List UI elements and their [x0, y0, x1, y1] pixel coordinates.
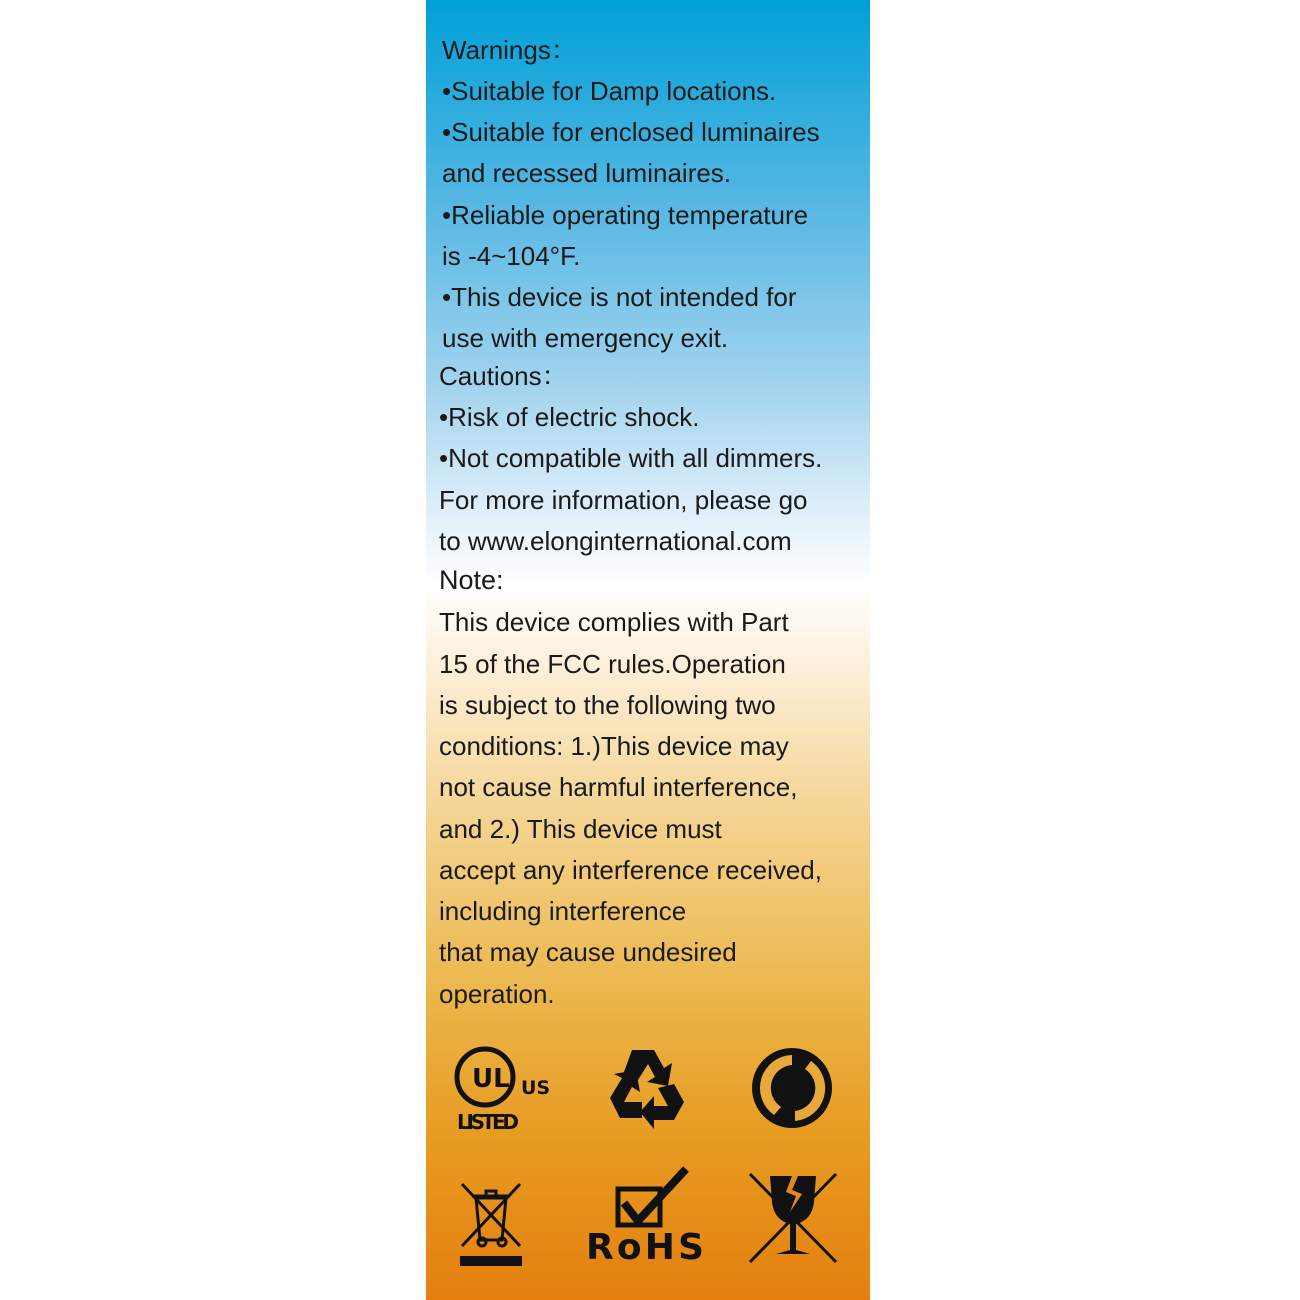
green-dot-icon — [749, 1045, 835, 1131]
note-line: and 2.) This device must — [439, 814, 722, 844]
rohs-icon — [584, 1165, 708, 1265]
note-line: that may cause undesired — [439, 937, 737, 967]
cautions-title: Cautions： — [439, 361, 568, 391]
ul-listed-text: LISTED — [457, 1110, 519, 1134]
warning-line: use with emergency exit. — [442, 323, 729, 353]
note-line: 15 of the FCC rules.Operation — [439, 649, 786, 679]
warning-line: •Suitable for enclosed luminaires — [442, 117, 820, 147]
caution-line: •Not compatible with all dimmers. — [439, 443, 823, 473]
note-line: not cause harmful interference, — [439, 772, 798, 802]
warning-line: and recessed luminaires. — [442, 158, 732, 188]
caution-line: For more information, please go — [439, 485, 808, 515]
warning-line: •This device is not intended for — [442, 282, 797, 312]
ul-listed-icon — [454, 1045, 554, 1137]
note-line: operation. — [439, 979, 555, 1009]
ul-mark-text: UL — [472, 1064, 510, 1094]
ul-us-text: US — [521, 1077, 551, 1099]
note-line: This device complies with Part — [439, 607, 789, 637]
note-line: accept any interference received, — [439, 855, 822, 885]
caution-line: •Risk of electric shock. — [439, 402, 700, 432]
note-title: Note: — [439, 565, 504, 595]
warning-line: is -4~104°F. — [442, 241, 581, 271]
note-line: conditions: 1.)This device may — [439, 731, 789, 761]
recycle-icon — [602, 1042, 692, 1132]
note-line: is subject to the following two — [439, 690, 776, 720]
warning-line: •Reliable operating temperature — [442, 200, 809, 230]
packaging-label-panel — [426, 0, 870, 1300]
weee-bin-icon — [458, 1180, 524, 1270]
rohs-text: RoHS — [586, 1227, 704, 1265]
note-line: including interference — [439, 896, 687, 926]
fragile-glass-icon — [748, 1172, 838, 1264]
warnings-title: Warnings： — [442, 35, 577, 65]
warning-line: •Suitable for Damp locations. — [442, 76, 777, 106]
caution-line: to www.elonginternational.com — [439, 526, 792, 556]
